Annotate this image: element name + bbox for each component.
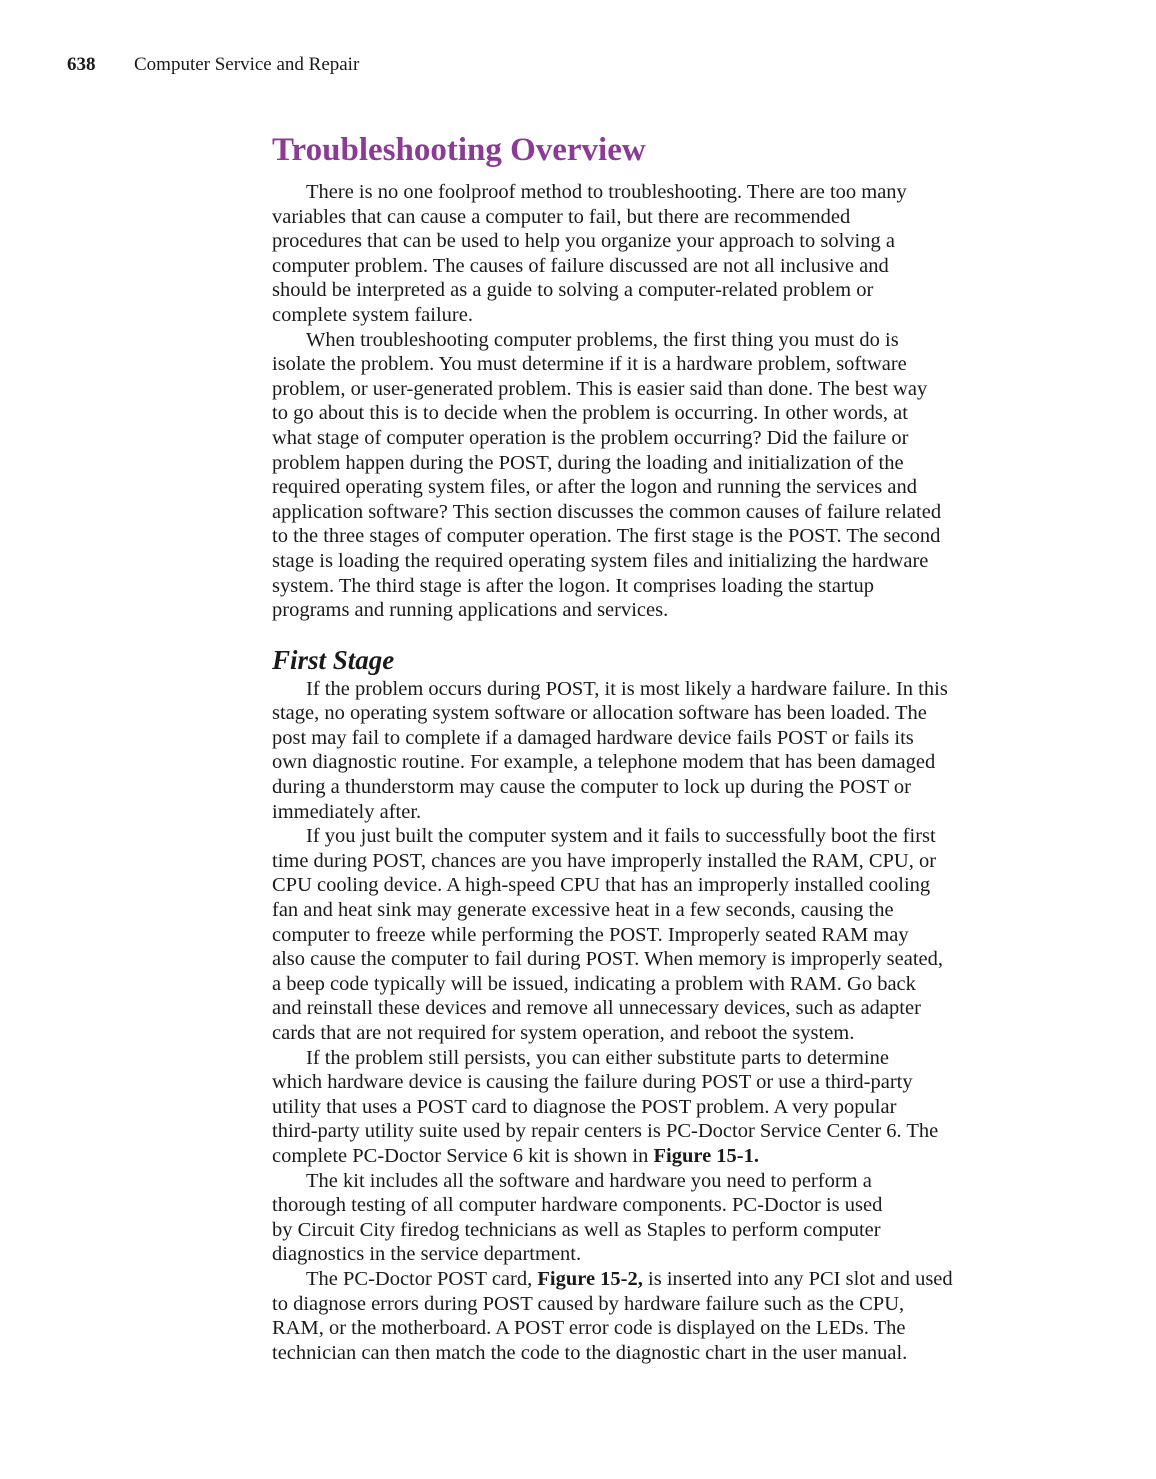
text-line: which hardware device is causing the failure during POST or use a third-party [272,1071,913,1094]
text-line: If you just built the computer system and it fails to successfully boot the first [306,825,936,848]
text-line: problem, or user-generated problem. This is easier said than done. The best way [272,377,928,400]
text-line: utility that uses a POST card to diagnose the POST problem. A very popular [272,1095,897,1118]
text-line: thorough testing of all computer hardware components. PC-Doctor is used [272,1194,883,1217]
figure-reference-15-2: Figure 15-2, [537,1267,643,1290]
text-line: There is no one foolproof method to troubleshooting. There are too many [306,181,907,203]
page-content [272,128,1032,1365]
paragraph [272,677,1032,825]
text-line: time during POST, chances are you have improperly installed the RAM, CPU, or [272,849,937,872]
text-line: diagnostics in the service department. [272,1243,582,1266]
text-line: also cause the computer to fail during POST. When memory is improperly seated, [272,948,944,971]
text-line: technician can then match the code to the diagnostic chart in the user manual. [272,1341,908,1364]
subsection-title: First Stage [272,644,395,675]
text-line: CPU cooling device. A high-speed CPU that has an improperly installed cooling [272,874,931,897]
text-fragment: is inserted into any PCI slot and used [642,1267,953,1290]
text-line: computer problem. The causes of failure discussed are not all inclusive and [272,254,889,277]
text-line: during a thunderstorm may cause the computer to lock up during the POST or [272,776,911,799]
text-line: procedures that can be used to help you organize your approach to solving a [272,230,895,253]
text-line: RAM, or the motherboard. A POST error code is displayed on the LEDs. The [272,1317,906,1340]
figure-reference-15-1: Figure 15-1. [653,1144,760,1167]
text-line: own diagnostic routine. For example, a telephone modem that has been damaged [272,751,936,774]
text-line: stage, no operating system software or allocation software has been loaded. The [272,702,927,725]
text-line: If the problem occurs during POST, it is most likely a hardware failure. In this [306,677,948,700]
text-fragment: complete PC-Doctor Service 6 kit is shown in [272,1144,654,1167]
text-line: computer to freeze while performing the POST. Improperly seated RAM may [272,923,909,946]
text-line: system. The third stage is after the logon. It comprises loading the startup [272,574,874,597]
text-line: cards that are not required for system operation, and reboot the system. [272,1022,855,1044]
text-line: to go about this is to decide when the problem is occurring. In other words, at [272,402,908,425]
text-line: If the problem still persists, you can either substitute parts to determine [306,1046,889,1069]
paragraph [272,1169,1032,1267]
text-line: required operating system files, or after the logon and running the services and [272,476,917,499]
text-line: should be interpreted as a guide to solving a computer-related problem or [272,279,874,302]
text-fragment: The PC-Doctor POST card, [306,1267,538,1290]
paragraph [272,1267,1032,1365]
text-line: to diagnose errors during POST caused by hardware failure such as the CPU, [272,1292,905,1315]
text-line [272,1267,1032,1292]
text-line: When troubleshooting computer problems, the first thing you must do is [306,328,899,351]
text-line: a beep code typically will be issued, indicating a problem with RAM. Go back [272,972,916,995]
text-line: complete system failure. [272,303,473,326]
text-line: and reinstall these devices and remove all unnecessary devices, such as adapter [272,997,921,1020]
paragraph [272,180,1032,328]
text-line: isolate the problem. You must determine if it is a hardware problem, software [272,353,907,376]
text-line [272,1144,1032,1169]
paragraph [272,824,1032,1045]
text-line: variables that can cause a computer to fail, but there are recommended [272,205,851,228]
page-number: 638 [67,54,96,75]
text-line: stage is loading the required operating system files and initializing the hardware [272,549,929,572]
paragraph [272,328,1032,623]
text-line: problem happen during the POST, during the loading and initialization of the [272,451,904,474]
text-line: fan and heat sink may generate excessive heat in a few seconds, causing the [272,899,894,922]
text-line: post may fail to complete if a damaged hardware device fails POST or fails its [272,726,914,749]
text-line: third-party utility suite used by repair centers is PC-Doctor Service Center 6. The [272,1120,939,1143]
text-line: immediately after. [272,800,422,823]
text-line: application software? This section discusses the common causes of failure related [272,500,942,523]
text-line: programs and running applications and services. [272,599,669,622]
section-title: Troubleshooting Overview [272,132,646,168]
book-title: Computer Service and Repair [134,54,360,75]
text-line: to the three stages of computer operation. The first stage is the POST. The second [272,525,941,548]
text-line: by Circuit City firedog technicians as well as Staples to perform computer [272,1218,881,1241]
paragraph [272,1046,1032,1169]
running-head [67,53,359,77]
text-line: The kit includes all the software and hardware you need to perform a [306,1169,872,1192]
text-line: what stage of computer operation is the problem occurring? Did the failure or [272,426,909,449]
